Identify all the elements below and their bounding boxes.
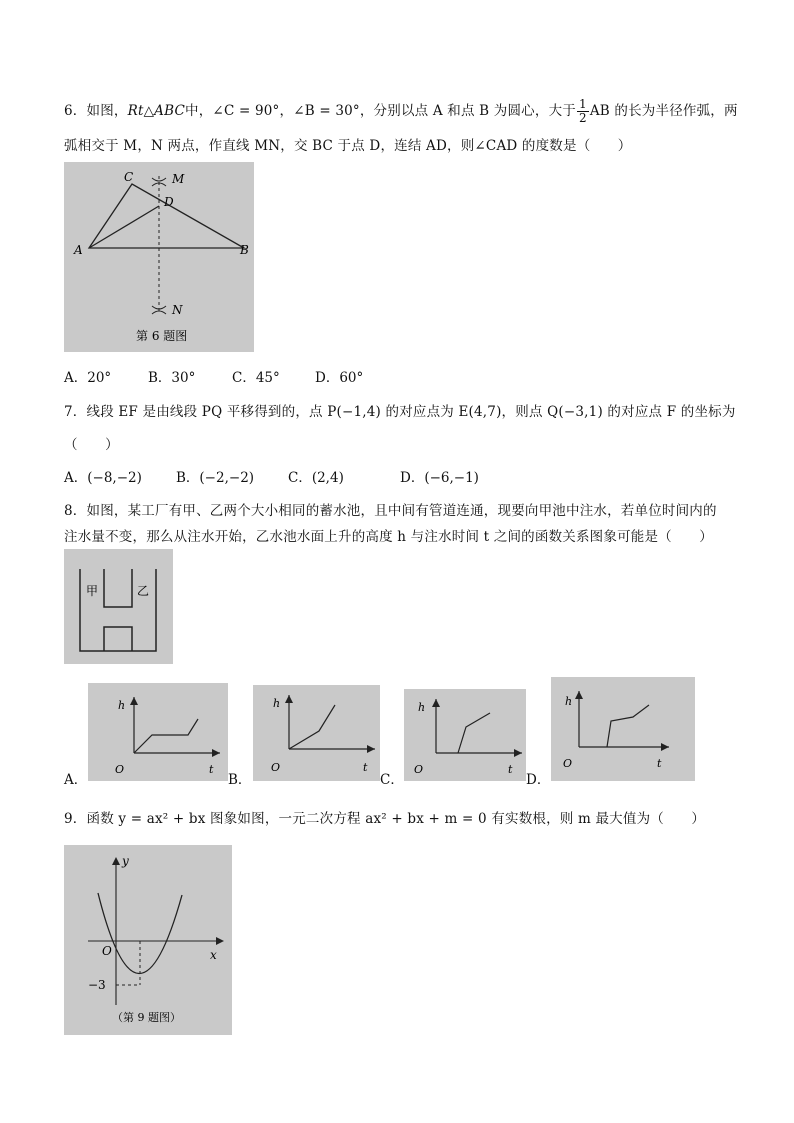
q6-option-c: C．45°: [232, 370, 280, 386]
q8-option-d-letter: D．: [526, 772, 551, 788]
minus3-label: −3: [88, 978, 106, 992]
q8-option-a-letter: A．: [64, 772, 88, 788]
q6-line1: 6．如图，Rt△ABC中，∠C = 90°，∠B = 30°，分别以点 A 和点 B 为圆心，大于 $\frac{1}{2}$ AB 的长为半径作弧，两: [64, 97, 738, 125]
label-C: C: [124, 170, 134, 184]
tank-jia-label: 甲: [86, 584, 99, 598]
graph-b-plot: [253, 685, 380, 781]
graph-d-o-label: O: [563, 757, 573, 770]
q7-option-b: B．(−2,−2): [176, 470, 255, 486]
q6-number: 6．: [64, 103, 87, 119]
label-D: D: [164, 195, 174, 209]
label-B: B: [240, 243, 249, 257]
q8-graph-c: [404, 689, 526, 781]
graph-c-h-label: h: [418, 701, 426, 714]
q8-option-b-letter: B．: [228, 772, 252, 788]
q8-line2: 注水量不变，那么从注水开始，乙水池水面上升的高度 h 与注水时间 t 之间的函数关系图象可能是（ ）: [64, 529, 713, 545]
q6-caption: 第 6 题图: [136, 329, 188, 343]
tank-diagram: [64, 549, 173, 664]
q8-graph-b: [253, 685, 380, 781]
tank-yi-label: 乙: [137, 584, 150, 598]
q8-option-c-letter: C．: [380, 772, 404, 788]
graph-a-plot: [88, 683, 228, 781]
graph-a-h-label: h: [118, 699, 126, 712]
q8-graph-a: [88, 683, 228, 781]
graph-c-t-label: t: [508, 763, 513, 776]
graph-d-h-label: h: [565, 695, 573, 708]
q7-option-a: A．(−8,−2): [64, 470, 142, 486]
q8-tank-figure: [64, 549, 173, 664]
graph-a-t-label: t: [209, 763, 214, 776]
origin-label: O: [102, 944, 112, 958]
q6-figure: [64, 162, 254, 352]
q6-option-b: B．30°: [148, 370, 196, 386]
q6-line2: 弧相交于 M，N 两点，作直线 MN，交 BC 于点 D，连结 AD，则∠CAD 的度数是（ ）: [64, 138, 632, 154]
q8-line1: 8．如图，某工厂有甲、乙两个大小相同的蓄水池，且中间有管道连通，现要向甲池中注水，若单位时间内的: [64, 503, 717, 519]
graph-b-t-label: t: [363, 761, 368, 774]
q6-option-d: D．60°: [315, 370, 364, 386]
graph-d-plot: [551, 677, 695, 781]
graph-c-plot: [404, 689, 526, 781]
axis-y-label: y: [122, 854, 129, 868]
axis-x-label: x: [210, 948, 217, 962]
graph-a-o-label: O: [115, 763, 125, 776]
q7-line1: 7．线段 EF 是由线段 PQ 平移得到的，点 P(−1,4) 的对应点为 E(4,7)，则点 Q(−3,1) 的对应点 F 的坐标为: [64, 404, 736, 420]
q7-option-d: D．(−6,−1): [400, 470, 479, 486]
graph-c-o-label: O: [414, 763, 424, 776]
q9-caption: （第 9 题图）: [112, 1011, 181, 1024]
label-A: A: [74, 243, 83, 257]
q9-figure: [64, 845, 232, 1035]
q7-line2: （ ）: [64, 437, 119, 453]
label-M: M: [172, 172, 185, 186]
q6-triangle-diagram: [64, 162, 254, 352]
graph-b-o-label: O: [271, 761, 281, 774]
label-N: N: [172, 303, 183, 317]
q6-option-a: A．20°: [64, 370, 112, 386]
q9-line1: 9．函数 y = ax² + bx 图象如图，一元二次方程 ax² + bx + m = 0 有实数根，则 m 最大值为（ ）: [64, 811, 706, 827]
q7-option-c: C．(2,4): [288, 470, 344, 486]
graph-b-h-label: h: [273, 697, 281, 710]
parabola-diagram: [64, 845, 232, 1035]
q8-graph-d: [551, 677, 695, 781]
fraction-one-half: $\frac{1}{2}$: [578, 97, 587, 125]
graph-d-t-label: t: [657, 757, 662, 770]
